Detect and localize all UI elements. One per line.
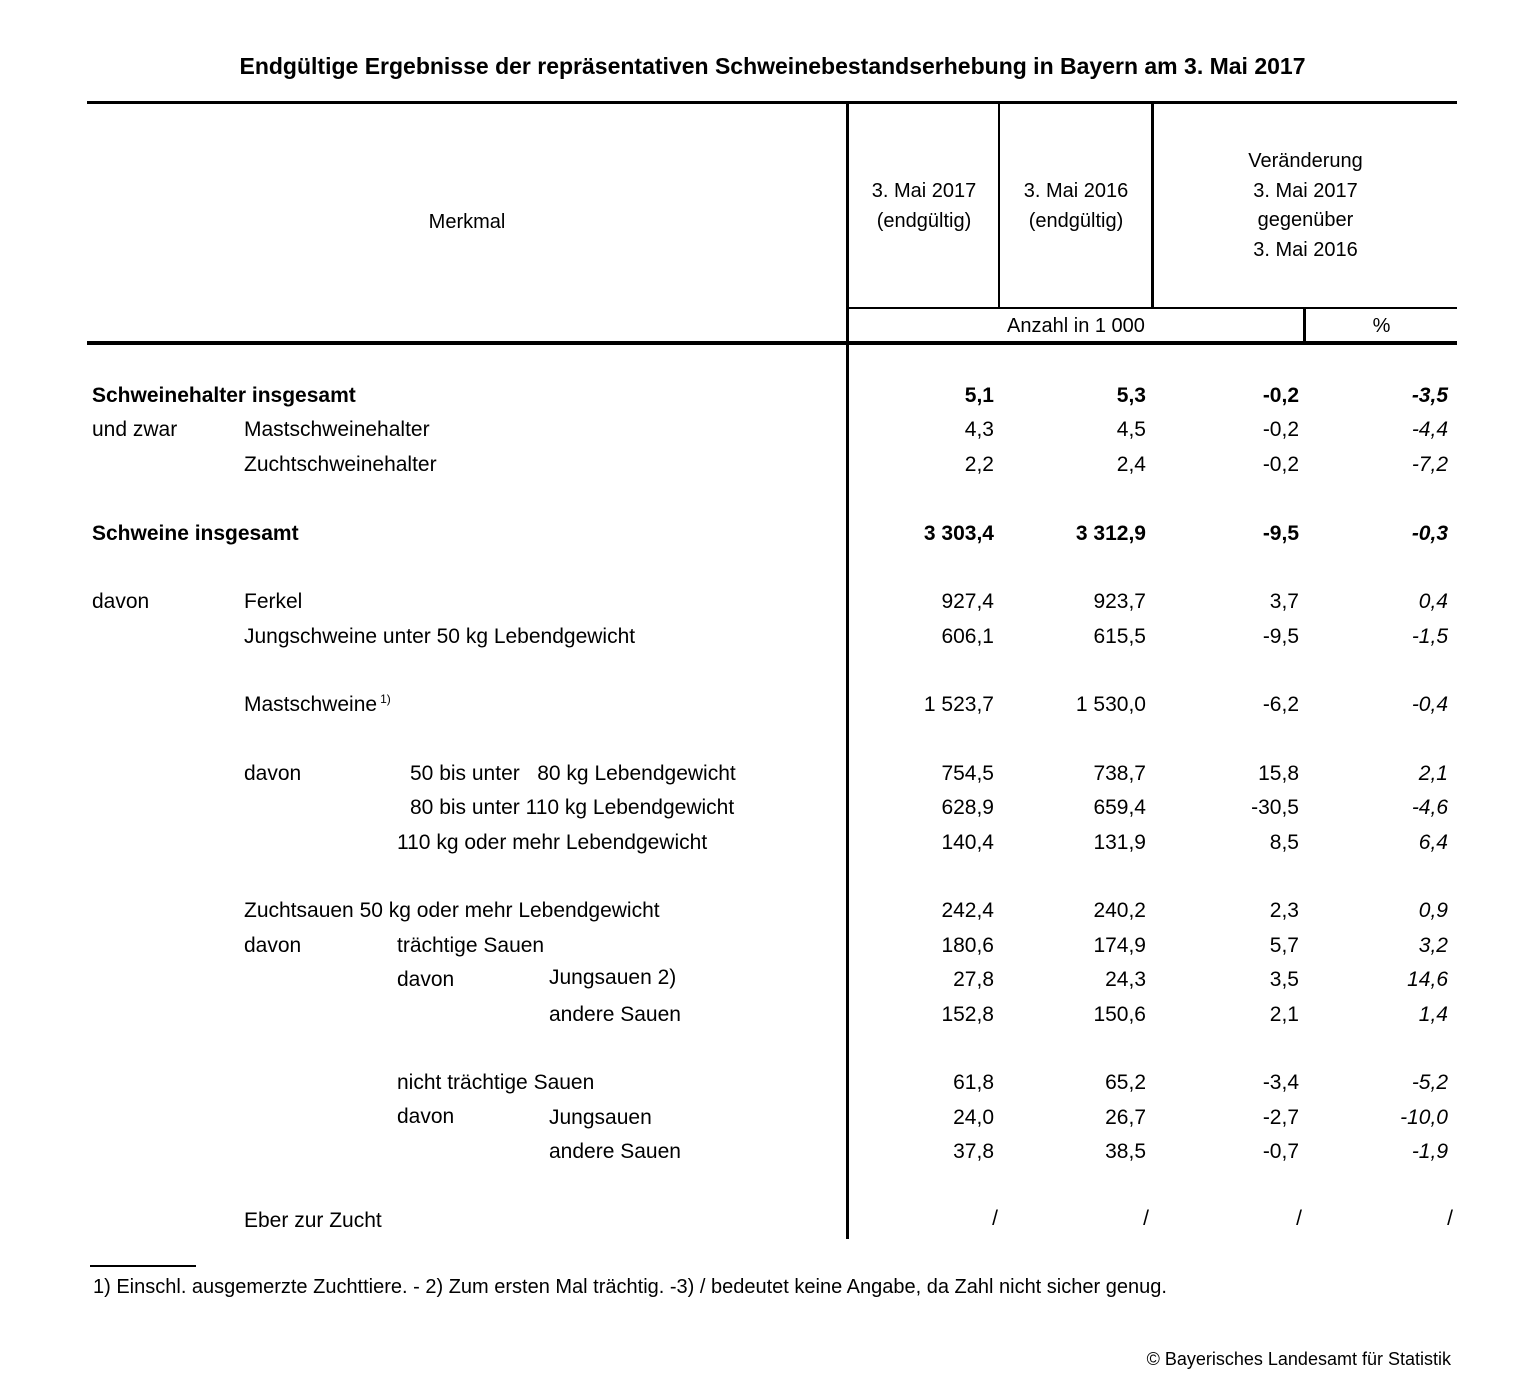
- row-prefix: davon: [92, 590, 150, 613]
- row-prefix: davon: [244, 934, 302, 957]
- value-change: -30,5: [1251, 796, 1299, 819]
- value-change: 8,5: [1269, 831, 1299, 854]
- value-2017: 24,0: [953, 1106, 994, 1129]
- header-col-2016-line1: 3. Mai 2016: [1023, 180, 1129, 202]
- header-col-2017-line2: (endgültig): [876, 209, 972, 232]
- value-2017: 27,8: [953, 968, 994, 991]
- row-label: 50 bis unter 80 kg Lebendgewicht: [410, 762, 736, 785]
- value-2016: 659,4: [1093, 796, 1146, 819]
- value-change-pct: 3,2: [1418, 934, 1448, 957]
- value-2017: 242,4: [941, 899, 994, 922]
- value-change-pct: -7,2: [1411, 453, 1448, 476]
- value-2016: 65,2: [1105, 1071, 1146, 1094]
- header-col-2016: [1000, 177, 1152, 236]
- value-2016: 240,2: [1093, 899, 1146, 922]
- value-change-pct: 6,4: [1418, 831, 1448, 854]
- header-merkmal: Merkmal: [428, 211, 506, 233]
- value-2017: 1 523,7: [923, 693, 994, 716]
- header-col-change-line1: Veränderung: [1248, 150, 1363, 172]
- row-prefix: davon: [397, 1105, 455, 1128]
- header-unit-count: Anzahl in 1 000: [1007, 315, 1145, 337]
- value-change: -0,2: [1262, 384, 1299, 407]
- value-change-pct: -1,5: [1411, 625, 1448, 648]
- value-2016: 2,4: [1116, 453, 1146, 476]
- header-col-change-line2: 3. Mai 2017: [1253, 179, 1358, 202]
- page-title: Endgültige Ergebnisse der repräsentativen Schweinebestandserhebung in Bayern am 3. Mai 2017: [239, 53, 1306, 79]
- value-change-pct: -0,3: [1411, 522, 1448, 545]
- row-label: 110 kg oder mehr Lebendgewicht: [397, 831, 708, 854]
- value-change-pct: -10,0: [1400, 1106, 1448, 1129]
- value-change: /: [1296, 1207, 1302, 1230]
- value-2017: 606,1: [941, 625, 994, 648]
- header-col-change: [1154, 147, 1457, 265]
- value-change-pct: -5,2: [1411, 1071, 1448, 1094]
- value-2017: 61,8: [953, 1071, 994, 1094]
- value-change: -0,2: [1262, 453, 1299, 476]
- header-unit-pct: %: [1372, 315, 1391, 337]
- row-label: Zuchtschweinehalter: [244, 453, 437, 476]
- value-change: 3,7: [1269, 590, 1299, 613]
- value-2017: 180,6: [941, 934, 994, 957]
- value-2016: 38,5: [1105, 1140, 1146, 1163]
- header-col-change-line3: gegenüber: [1257, 209, 1354, 231]
- value-2017: 628,9: [941, 796, 994, 819]
- row-prefix: und zwar: [92, 418, 178, 441]
- footnote-marker: 1): [380, 692, 391, 706]
- value-change-pct: 14,6: [1407, 968, 1448, 991]
- row-label: Jungsauen 2): [549, 966, 677, 989]
- value-change-pct: -4,6: [1411, 796, 1448, 819]
- value-2017: 152,8: [941, 1003, 994, 1026]
- value-2016: 5,3: [1116, 384, 1146, 407]
- value-2017: 927,4: [941, 590, 994, 613]
- value-change-pct: /: [1447, 1207, 1453, 1230]
- value-2016: 3 312,9: [1075, 522, 1146, 545]
- row-label: Mastschweine: [244, 693, 378, 716]
- value-change: -2,7: [1262, 1106, 1299, 1129]
- table-top-rule: [87, 101, 1457, 104]
- value-2016: 131,9: [1093, 831, 1146, 854]
- value-2016: 1 530,0: [1075, 693, 1146, 716]
- row-label: Mastschweinehalter: [244, 418, 430, 441]
- value-change: -9,5: [1262, 625, 1299, 648]
- value-change-pct: 0,9: [1418, 899, 1448, 922]
- row-label: nicht trächtige Sauen: [397, 1071, 595, 1094]
- value-change: 5,7: [1269, 934, 1299, 957]
- row-label: andere Sauen: [549, 1140, 681, 1163]
- row-label: andere Sauen: [549, 1003, 681, 1026]
- row-prefix: davon: [244, 762, 302, 785]
- row-label: Zuchtsauen 50 kg oder mehr Lebendgewicht: [244, 899, 660, 922]
- row-label: Jungsauen: [549, 1106, 652, 1129]
- value-2017: 140,4: [941, 831, 994, 854]
- value-2016: 26,7: [1105, 1106, 1146, 1129]
- value-2016: 150,6: [1093, 1003, 1146, 1026]
- value-change-pct: -4,4: [1411, 418, 1448, 441]
- value-2016: 4,5: [1116, 418, 1146, 441]
- value-change-pct: 0,4: [1418, 590, 1448, 613]
- value-change-pct: -3,5: [1411, 384, 1448, 407]
- value-change: 2,3: [1269, 899, 1299, 922]
- footnote: 1) Einschl. ausgemerzte Zuchttiere. - 2) Zum ersten Mal trächtig. -3) / bedeutet keine Angabe, da Zahl nicht sicher genug.: [93, 1276, 1167, 1298]
- value-change-pct: -0,4: [1411, 693, 1448, 716]
- value-change-pct: 1,4: [1418, 1003, 1448, 1026]
- value-change: -9,5: [1262, 522, 1299, 545]
- value-change: -3,4: [1262, 1071, 1299, 1094]
- header-col-2016-line2: (endgültig): [1028, 209, 1124, 232]
- value-2016: 24,3: [1105, 968, 1146, 991]
- row-label: 80 bis unter 110 kg Lebendgewicht: [410, 796, 735, 819]
- header-col-2017: [849, 177, 999, 236]
- value-change-pct: 2,1: [1418, 762, 1448, 785]
- row-prefix: davon: [397, 968, 455, 991]
- row-label: Eber zur Zucht: [244, 1209, 382, 1232]
- value-change: -6,2: [1262, 693, 1299, 716]
- value-2017: /: [992, 1207, 998, 1230]
- value-change: -0,7: [1262, 1140, 1299, 1163]
- value-2017: 4,3: [964, 418, 994, 441]
- row-label-wrap: [244, 692, 391, 718]
- header-col-change-line4: 3. Mai 2016: [1253, 238, 1358, 261]
- row-label: Schweinehalter insgesamt: [92, 384, 356, 407]
- column-divider-main: [846, 101, 849, 1239]
- value-2017: 754,5: [941, 762, 994, 785]
- value-2017: 3 303,4: [923, 522, 994, 545]
- value-2016: 174,9: [1093, 934, 1146, 957]
- value-change: 15,8: [1258, 762, 1299, 785]
- value-2017: 2,2: [964, 453, 994, 476]
- copyright: © Bayerisches Landesamt für Statistik: [1146, 1349, 1451, 1369]
- value-2016: /: [1143, 1207, 1149, 1230]
- row-label: trächtige Sauen: [397, 934, 545, 957]
- header-col-2017-line1: 3. Mai 2017: [871, 180, 977, 202]
- footnote-rule: [90, 1265, 196, 1267]
- value-change: 3,5: [1269, 968, 1299, 991]
- value-2017: 37,8: [953, 1140, 994, 1163]
- value-change: 2,1: [1269, 1003, 1299, 1026]
- value-change: -0,2: [1262, 418, 1299, 441]
- value-2017: 5,1: [964, 384, 994, 407]
- row-label: Ferkel: [244, 590, 303, 613]
- value-2016: 923,7: [1093, 590, 1146, 613]
- header-bottom-rule: [87, 341, 1457, 345]
- value-change-pct: -1,9: [1411, 1140, 1448, 1163]
- row-label: Schweine insgesamt: [92, 522, 299, 545]
- value-2016: 615,5: [1093, 625, 1146, 648]
- row-label: Jungschweine unter 50 kg Lebendgewicht: [244, 625, 636, 648]
- value-2016: 738,7: [1093, 762, 1146, 785]
